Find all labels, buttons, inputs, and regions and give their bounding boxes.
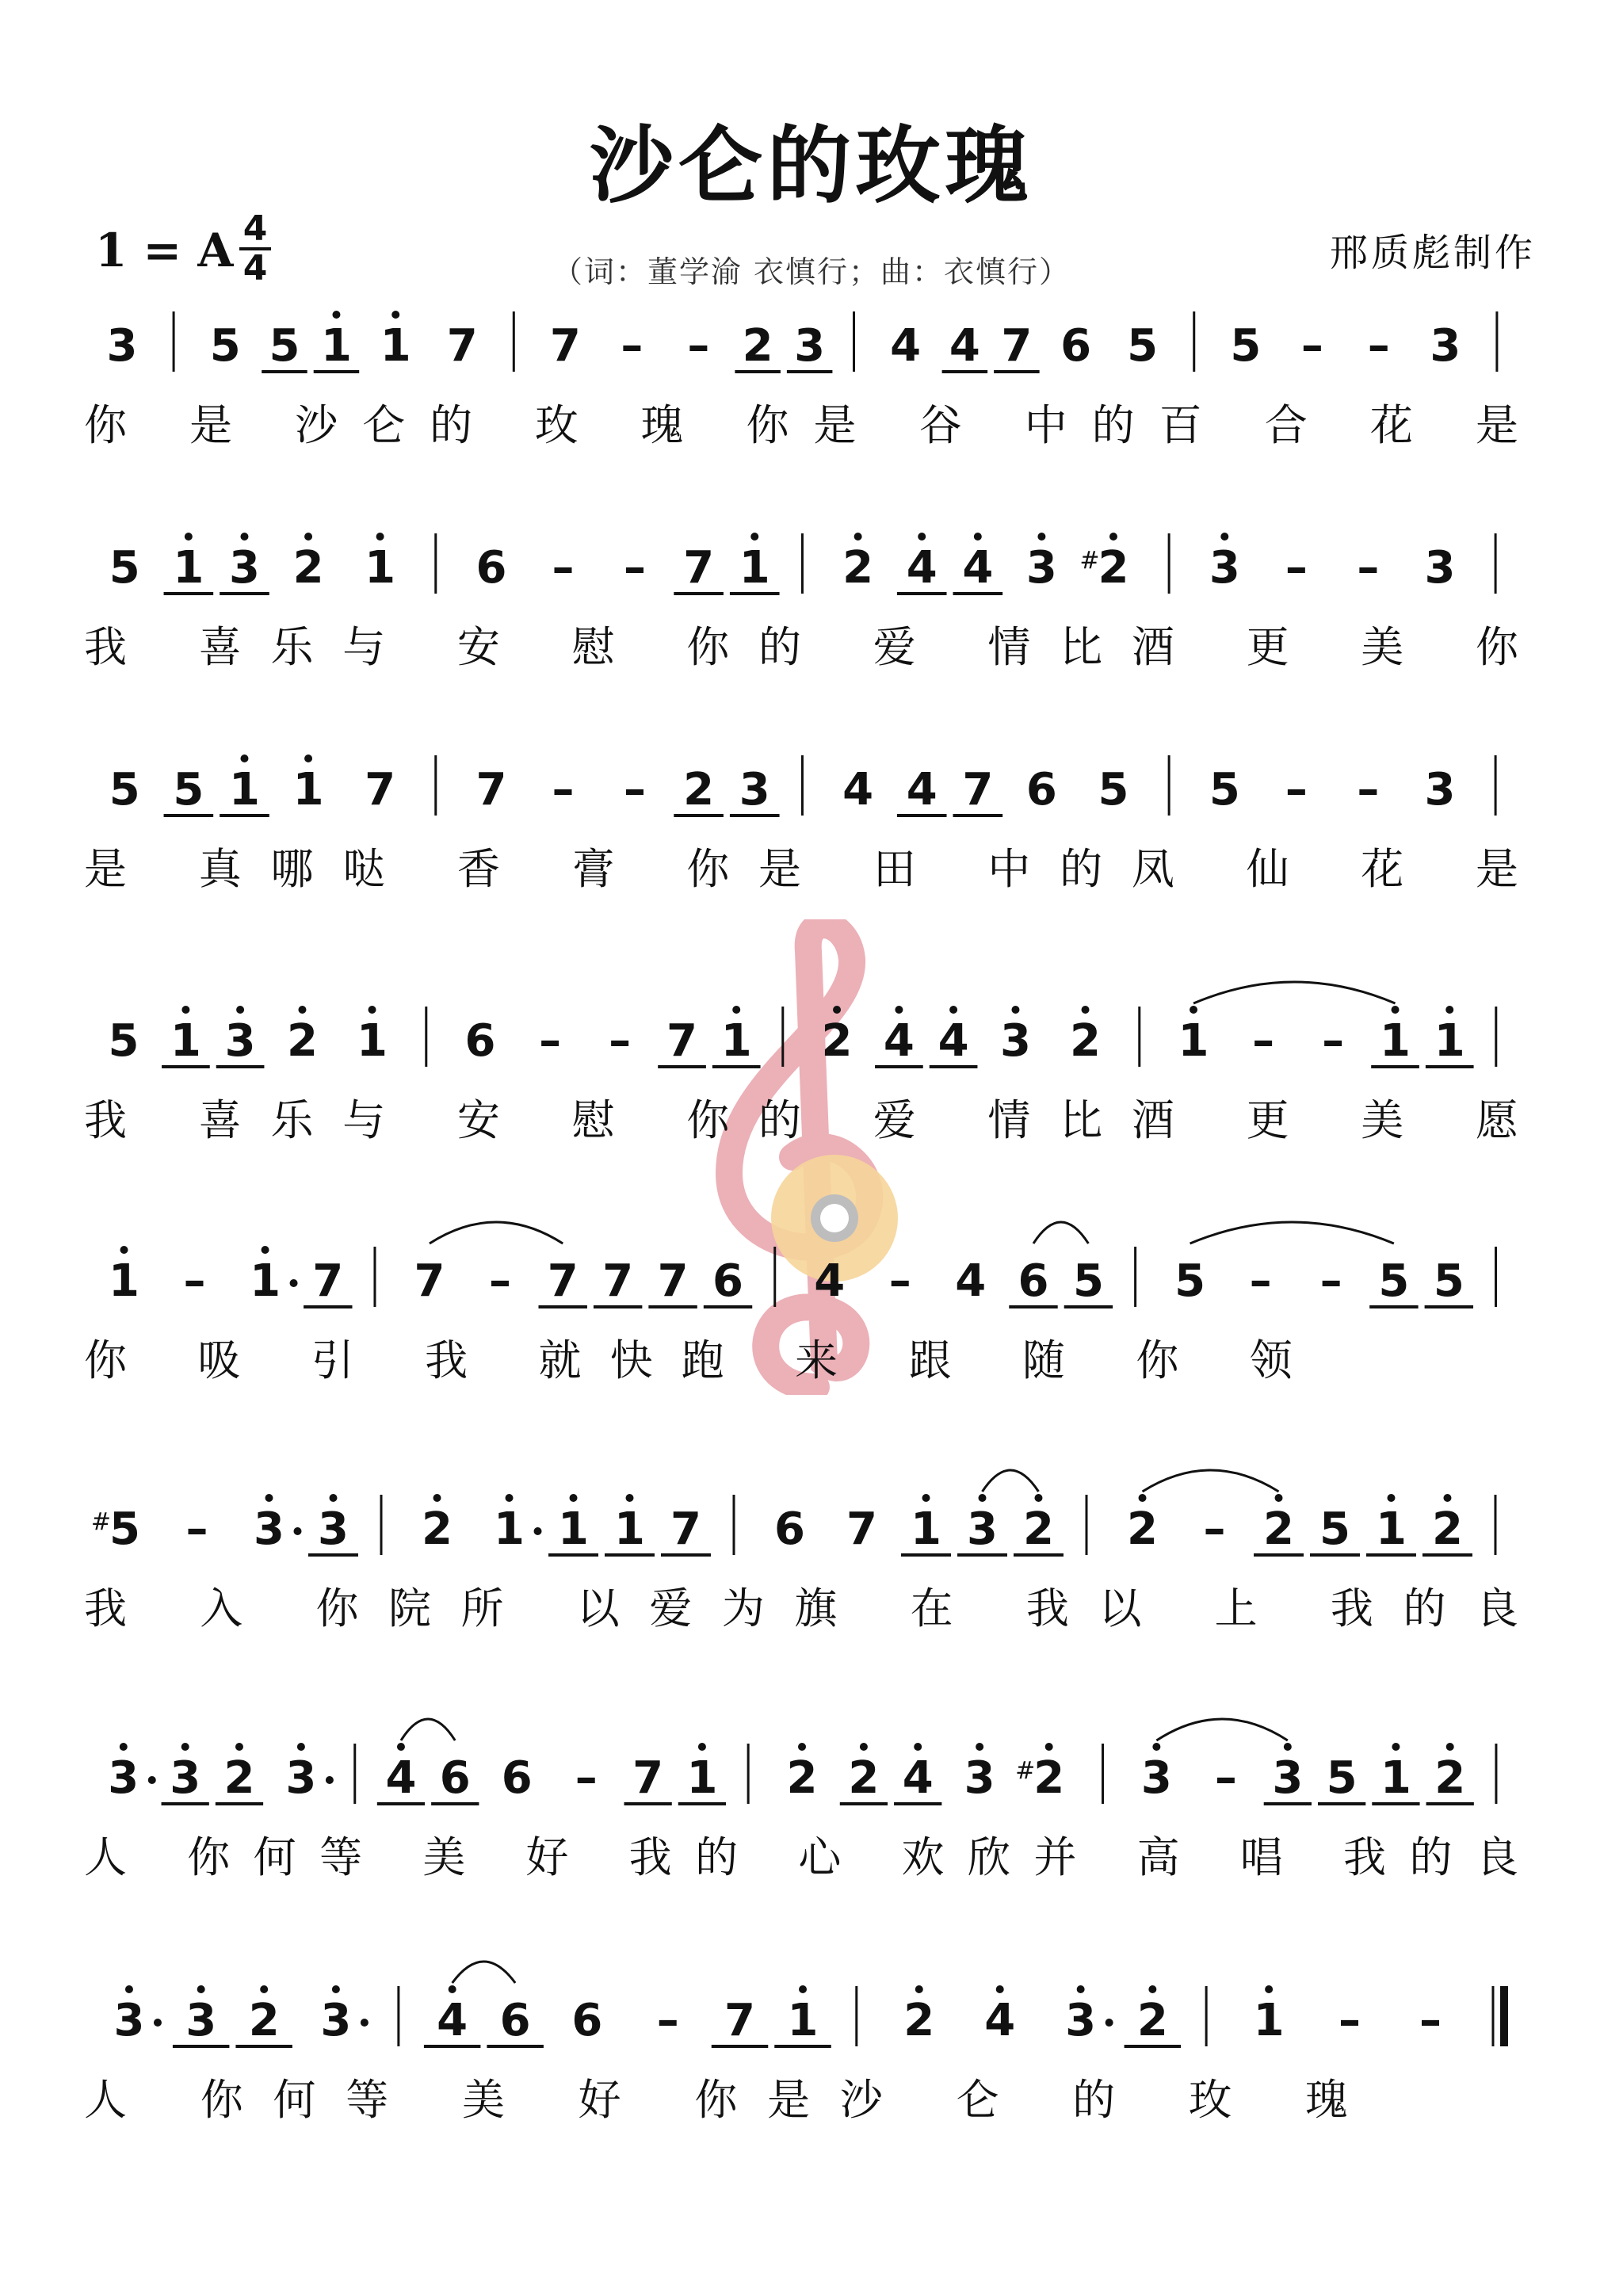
note-7: 7: [683, 542, 715, 594]
octave-dot: [265, 1494, 273, 1502]
tie-slur: [401, 1719, 455, 1740]
note-2: 2: [1070, 1015, 1102, 1067]
note-3: 3: [1424, 542, 1456, 594]
dash-hold: –: [1214, 1752, 1237, 1804]
note-7: 7: [446, 320, 478, 372]
octave-dot: [1392, 1743, 1400, 1751]
dash-hold: –: [1357, 542, 1380, 594]
octave-dot: [976, 1743, 983, 1751]
dash-hold: –: [1338, 1995, 1361, 2046]
sharp-accidental: #: [1079, 547, 1100, 575]
note-7: 7: [414, 1255, 445, 1307]
octave-dot: [376, 533, 384, 541]
dash-hold: –: [888, 1255, 911, 1307]
note-7: 7: [670, 1503, 701, 1555]
note-2: 2: [1098, 542, 1129, 594]
note-7: 7: [666, 1015, 698, 1067]
dash-hold: –: [1419, 1995, 1442, 2046]
octave-dot: [1284, 1743, 1292, 1751]
note-6: 6: [499, 1995, 531, 2046]
augmentation-dot: [148, 1776, 156, 1784]
note-7: 7: [475, 764, 507, 816]
octave-dot: [1045, 1743, 1053, 1751]
octave-dot: [1082, 1006, 1090, 1014]
octave-dot: [1265, 1985, 1273, 1993]
octave-dot: [332, 1985, 340, 1993]
note-3: 3: [1272, 1752, 1304, 1804]
octave-dot: [181, 1743, 189, 1751]
octave-dot: [1152, 1743, 1160, 1751]
note-4: 4: [906, 764, 938, 816]
note-5: 5: [109, 542, 140, 594]
octave-dot: [1387, 1494, 1395, 1502]
dash-hold: –: [1252, 1015, 1275, 1067]
note-1: 1: [911, 1503, 942, 1555]
note-2: 2: [223, 1752, 255, 1804]
note-3: 3: [170, 1752, 201, 1804]
note-3: 3: [1209, 542, 1240, 594]
note-1: 1: [365, 542, 396, 594]
note-3: 3: [1065, 1995, 1097, 2046]
note-2: 2: [1022, 1503, 1054, 1555]
note-4: 4: [938, 1015, 969, 1067]
octave-dot: [1392, 1006, 1400, 1014]
note-7: 7: [365, 764, 396, 816]
note-2: 2: [1033, 1752, 1065, 1804]
lyric-line: 我 喜乐与 安 慰 你的 爱 情比酒 更 美 你: [84, 622, 1519, 672]
octave-dot: [1077, 1985, 1085, 1993]
note-3: 3: [1430, 320, 1461, 372]
octave-dot: [329, 1494, 337, 1502]
note-2: 2: [1434, 1752, 1466, 1804]
dash-hold: –: [1285, 542, 1308, 594]
note-5: 5: [108, 1015, 139, 1067]
note-7: 7: [632, 1752, 664, 1804]
note-3: 3: [967, 1503, 998, 1555]
octave-dot: [1275, 1494, 1283, 1502]
sharp-accidental: #: [1015, 1757, 1036, 1785]
augmentation-dot: [290, 1279, 298, 1287]
augmentation-dot: [1106, 2019, 1113, 2027]
note-1: 1: [1178, 1015, 1209, 1067]
note-6: 6: [501, 1752, 533, 1804]
note-1: 1: [357, 1015, 388, 1067]
dash-hold: –: [656, 1995, 679, 2046]
note-7: 7: [547, 1255, 579, 1307]
note-7: 7: [312, 1255, 344, 1307]
dash-hold: –: [1249, 1255, 1272, 1307]
octave-dot: [369, 1006, 376, 1014]
dash-hold: –: [624, 764, 647, 816]
dash-hold: –: [183, 1255, 206, 1307]
octave-dot: [1190, 1006, 1197, 1014]
octave-dot: [979, 1494, 987, 1502]
time-signature-top: 4: [242, 208, 268, 249]
tie-slur: [430, 1222, 563, 1244]
note-3: 3: [999, 1015, 1031, 1067]
note-3: 3: [964, 1752, 995, 1804]
augmentation-dot: [326, 1776, 334, 1784]
note-5: 5: [109, 764, 140, 816]
note-6: 6: [1025, 764, 1057, 816]
octave-dot: [262, 1246, 269, 1254]
octave-dot: [1445, 1006, 1453, 1014]
note-3: 3: [224, 1015, 256, 1067]
note-2: 2: [786, 1752, 818, 1804]
dash-hold: –: [687, 320, 710, 372]
dash-hold: –: [621, 320, 643, 372]
dash-hold: –: [609, 1015, 632, 1067]
octave-dot: [433, 1494, 441, 1502]
note-7: 7: [657, 1255, 689, 1307]
note-1: 1: [250, 1255, 281, 1307]
dash-hold: –: [1367, 320, 1390, 372]
octave-dot: [1034, 1494, 1042, 1502]
note-6: 6: [1060, 320, 1092, 372]
octave-dot: [235, 1743, 243, 1751]
note-1: 1: [614, 1503, 645, 1555]
note-6: 6: [712, 1255, 744, 1307]
augmentation-dot: [361, 2019, 369, 2027]
octave-dot: [732, 1006, 740, 1014]
note-3: 3: [739, 764, 770, 816]
lyric-line: 是 真哪哒 香 膏 你是 田 中的凤 仙 花 是: [84, 844, 1519, 894]
note-4: 4: [955, 1255, 987, 1307]
augmentation-dot: [534, 1527, 542, 1535]
dash-hold: –: [1357, 764, 1380, 816]
dash-hold: –: [1322, 1015, 1345, 1067]
note-1: 1: [787, 1995, 819, 2046]
note-4: 4: [902, 1752, 934, 1804]
note-2: 2: [1136, 1995, 1168, 2046]
note-5: 5: [1433, 1255, 1465, 1307]
dash-hold: –: [624, 542, 647, 594]
octave-dot: [996, 1985, 1004, 1993]
note-5: 5: [1319, 1503, 1350, 1555]
note-2: 2: [286, 1015, 318, 1067]
tie-slur: [1156, 1719, 1287, 1740]
octave-dot: [626, 1494, 634, 1502]
dash-hold: –: [1285, 764, 1308, 816]
note-6: 6: [571, 1995, 603, 2046]
note-2: 2: [903, 1995, 935, 2046]
octave-dot: [1109, 533, 1117, 541]
dash-hold: –: [1319, 1255, 1342, 1307]
octave-dot: [332, 311, 340, 319]
note-3: 3: [1424, 764, 1456, 816]
octave-dot: [120, 1743, 128, 1751]
note-3: 3: [794, 320, 826, 372]
octave-dot: [833, 1006, 841, 1014]
octave-dot: [750, 533, 758, 541]
octave-dot: [922, 1494, 930, 1502]
tie-slur: [1193, 982, 1396, 1003]
note-6: 6: [475, 542, 507, 594]
octave-dot: [197, 1985, 205, 1993]
note-2: 2: [422, 1503, 453, 1555]
octave-dot: [949, 1006, 957, 1014]
octave-dot: [698, 1743, 706, 1751]
octave-dot: [298, 1006, 306, 1014]
note-1: 1: [1380, 1015, 1411, 1067]
note-2: 2: [742, 320, 773, 372]
note-3: 3: [320, 1995, 352, 2046]
octave-dot: [1011, 1006, 1019, 1014]
note-3: 3: [108, 1752, 139, 1804]
note-5: 5: [1209, 764, 1240, 816]
dash-hold: –: [185, 1503, 208, 1555]
note-5: 5: [1230, 320, 1262, 372]
octave-dot: [914, 1743, 922, 1751]
note-1: 1: [1380, 1752, 1411, 1804]
octave-dot: [240, 533, 248, 541]
octave-dot: [449, 1985, 456, 1993]
note-5: 5: [209, 320, 241, 372]
credits: （词：董学渝 衣慎行；曲：衣慎行）: [552, 254, 1071, 289]
dash-hold: –: [1300, 320, 1323, 372]
note-3: 3: [318, 1503, 349, 1555]
augmentation-dot: [154, 2019, 162, 2027]
note-6: 6: [774, 1503, 806, 1555]
note-2: 2: [292, 542, 324, 594]
lyric-line: 你 是 沙仑的 玫 瑰 你是 谷 中的百 合 花 是: [84, 400, 1518, 450]
note-2: 2: [842, 542, 874, 594]
octave-dot: [570, 1494, 578, 1502]
note-6: 6: [464, 1015, 496, 1067]
note-1: 1: [292, 764, 324, 816]
octave-dot: [799, 1985, 807, 1993]
note-7: 7: [724, 1995, 756, 2046]
note-1: 1: [1375, 1503, 1407, 1555]
note-1: 1: [380, 320, 411, 372]
note-2: 2: [248, 1995, 280, 2046]
note-5: 5: [109, 1503, 140, 1555]
octave-dot: [915, 1985, 923, 1993]
dash-hold: –: [552, 764, 575, 816]
note-1: 1: [320, 320, 352, 372]
augmentation-dot: [294, 1527, 302, 1535]
dash-hold: –: [575, 1752, 598, 1804]
note-3: 3: [106, 320, 138, 372]
key-signature: 1 = A: [95, 223, 234, 277]
note-4: 4: [984, 1995, 1016, 2046]
sharp-accidental: #: [90, 1508, 112, 1536]
lyric-line: 我 喜乐与 安 慰 你的 爱 情比酒 更 美 愿: [84, 1095, 1519, 1145]
lyric-line: 人 你何等 美 好 我的 心 欢欣并 高 唱 我的良: [84, 1832, 1518, 1882]
note-2: 2: [821, 1015, 853, 1067]
note-5: 5: [1072, 1255, 1104, 1307]
note-1: 1: [494, 1503, 525, 1555]
note-2: 2: [1127, 1503, 1159, 1555]
note-1: 1: [1434, 1015, 1465, 1067]
note-2: 2: [683, 764, 715, 816]
note-4: 4: [883, 1015, 915, 1067]
tie-slur: [983, 1470, 1039, 1492]
note-1: 1: [686, 1752, 718, 1804]
note-6: 6: [1018, 1255, 1049, 1307]
octave-dot: [397, 1743, 405, 1751]
octave-dot: [918, 533, 926, 541]
dash-hold: –: [488, 1255, 511, 1307]
note-1: 1: [558, 1503, 590, 1555]
octave-dot: [1446, 1743, 1454, 1751]
note-7: 7: [962, 764, 994, 816]
octave-dot: [1037, 533, 1045, 541]
tie-slur: [1033, 1222, 1088, 1244]
lyric-line: 人 你何等 美 好 你是沙 仑 的 玫 瑰: [84, 2075, 1348, 2125]
page-title: 沙仑的玫瑰: [590, 116, 1033, 215]
note-7: 7: [846, 1503, 878, 1555]
octave-dot: [236, 1006, 244, 1014]
tie-slur: [453, 1962, 516, 1983]
note-3: 3: [1140, 1752, 1172, 1804]
note-4: 4: [842, 764, 874, 816]
octave-dot: [974, 533, 982, 541]
octave-dot: [260, 1985, 268, 1993]
dash-hold: –: [539, 1015, 562, 1067]
note-4: 4: [890, 320, 922, 372]
note-4: 4: [385, 1752, 417, 1804]
octave-dot: [297, 1743, 305, 1751]
note-5: 5: [269, 320, 300, 372]
note-4: 4: [437, 1995, 468, 2046]
note-1: 1: [1253, 1995, 1285, 2046]
octave-dot: [125, 1985, 133, 1993]
octave-dot: [185, 533, 193, 541]
note-1: 1: [228, 764, 260, 816]
octave-dot: [304, 755, 312, 762]
note-7: 7: [602, 1255, 634, 1307]
octave-dot: [391, 311, 399, 319]
dash-hold: –: [1203, 1503, 1226, 1555]
note-2: 2: [1431, 1503, 1463, 1555]
tie-slur: [1143, 1470, 1279, 1492]
note-1: 1: [109, 1255, 139, 1307]
note-6: 6: [439, 1752, 471, 1804]
note-7: 7: [1001, 320, 1033, 372]
octave-dot: [1148, 1985, 1156, 1993]
note-3: 3: [285, 1752, 317, 1804]
note-3: 3: [185, 1995, 217, 2046]
note-2: 2: [1263, 1503, 1295, 1555]
note-1: 1: [170, 1015, 201, 1067]
octave-dot: [181, 1006, 189, 1014]
octave-dot: [1220, 533, 1228, 541]
octave-dot: [506, 1494, 514, 1502]
note-4: 4: [906, 542, 938, 594]
octave-dot: [895, 1006, 903, 1014]
octave-dot: [240, 755, 248, 762]
note-1: 1: [173, 542, 204, 594]
note-2: 2: [848, 1752, 880, 1804]
note-5: 5: [1098, 764, 1129, 816]
octave-dot: [854, 533, 862, 541]
octave-dot: [1139, 1494, 1147, 1502]
note-4: 4: [949, 320, 980, 372]
note-1: 1: [720, 1015, 752, 1067]
lyric-line: 你 吸 引 我 就快跑 来 跟 随 你 领: [84, 1335, 1293, 1385]
note-4: 4: [962, 542, 994, 594]
note-7: 7: [549, 320, 581, 372]
note-3: 3: [228, 542, 260, 594]
octave-dot: [1443, 1494, 1451, 1502]
note-3: 3: [254, 1503, 285, 1555]
note-5: 5: [1378, 1255, 1410, 1307]
note-3: 3: [1025, 542, 1057, 594]
octave-dot: [860, 1743, 868, 1751]
note-5: 5: [1174, 1255, 1206, 1307]
maker-credit: 邢质彪制作: [1329, 231, 1536, 275]
octave-dot: [120, 1246, 128, 1254]
note-4: 4: [814, 1255, 846, 1307]
note-3: 3: [113, 1995, 145, 2046]
note-5: 5: [1127, 320, 1159, 372]
note-5: 5: [1326, 1752, 1358, 1804]
lyric-line: 我 入 你院所 以爱为旗 在 我以 上 我的良: [84, 1584, 1518, 1633]
note-5: 5: [173, 764, 204, 816]
time-signature-bottom: 4: [242, 248, 268, 288]
tie-slur: [1190, 1222, 1394, 1244]
dash-hold: –: [552, 542, 575, 594]
octave-dot: [304, 533, 312, 541]
octave-dot: [798, 1743, 806, 1751]
note-1: 1: [739, 542, 770, 594]
